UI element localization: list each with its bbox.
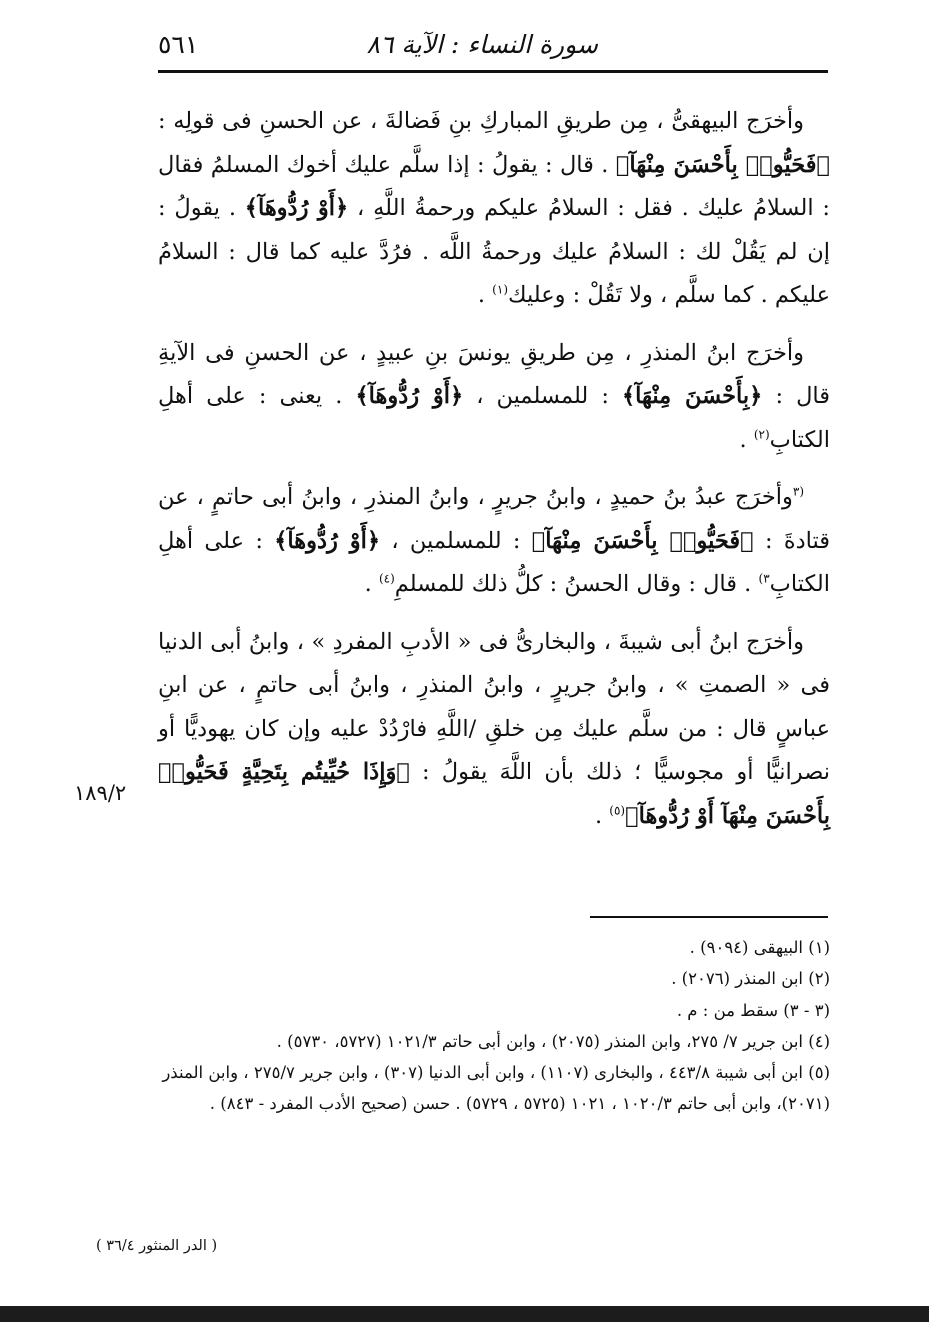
footnote-5: (٥) ابن أبى شيبة ٤٤٣/٨ ، والبخارى (١١٠٧) ، وابن أبى الدنيا (٣٠٧) ، وابن جرير ٢٧٥/٧ ، وابن المنذر (٢٠٧١)، وابن أبى حاتم ١٠٢٠/٣ ، ١٠٢١ (٥٧٢٥ ، ٥٧٢٩) . حسن (صحيح الأدب المفرد - ٨٤٣) . xyxy=(162,1063,830,1114)
paragraph-end: . xyxy=(364,571,372,597)
quran-quote: ﴿أَوْ رُدُّوهَآ﴾ xyxy=(244,195,349,221)
quran-quote: ﴿أَوْ رُدُّوهَآ﴾ xyxy=(274,527,381,554)
quran-quote: ﴿بِأَحْسَنَ مِنْهَآ﴾ xyxy=(621,383,763,409)
quran-quote: ﴿أَوْ رُدُّوهَآ﴾ xyxy=(355,383,464,409)
paragraph-2-text: : للمسلمين ، xyxy=(476,383,609,409)
footnote-separator xyxy=(590,916,828,918)
paragraph-end: . xyxy=(594,802,603,829)
paragraph-4-lead: وأخرَج ابنُ أبى شيبةَ ، والبخارىُّ فى « الأدبِ المفردِ » ، وابنُ أبى الدنيا فى « الصمتِ » ، وابنُ جريرٍ ، وابنُ المنذرِ ، وابنُ أبى حاتمٍ ، عن ابنِ عباسٍ قال : من سلَّم عليك مِن خلقِ /اللَّهِ فارْدُدْ عليه وإن كان يهوديًّا أو نصرانيًّا أو مجوسيًّا ؛ ذلك بأن اللَّهَ يقولُ : xyxy=(158,628,830,785)
header-rule xyxy=(158,70,828,73)
footnote-4: (٤) ابن جرير ٧/ ٢٧٥، وابن المنذر (٢٠٧٥) ، وابن أبى حاتم ١٠٢١/٣ (٥٧٢٧، ٥٧٣٠) . xyxy=(276,1031,830,1051)
scan-edge-bar xyxy=(0,1306,929,1322)
quran-quote: ﴿فَحَيُّوا۟ بِأَحْسَنَ مِنْهَآ﴾ xyxy=(531,527,754,554)
footnotes xyxy=(158,932,830,1120)
footnote-2: (٢) ابن المنذر (٢٠٧٦) . xyxy=(671,969,830,989)
footnote-1: (١) البيهقى (٩٠٩٤) . xyxy=(689,938,830,957)
footnote-marker[interactable]: (٥) xyxy=(609,803,626,817)
quran-quote: ﴿وَإِذَا حُيِّيتُم بِتَحِيَّةٍ فَحَيُّوا۟ بِأَحْسَنَ مِنْهَآ أَوْ رُدُّوهَآ﴾ xyxy=(158,759,830,829)
footnote-marker[interactable]: (٤) xyxy=(378,571,395,586)
paragraph-3 xyxy=(158,476,830,607)
page-number: ٥٦١ xyxy=(158,30,199,59)
paragraph-1-lead: وأخرَج البيهقىُّ ، مِن طريقِ المباركِ بنِ فَضالةَ ، عن الحسنِ فى قولِه : xyxy=(158,108,804,134)
paragraph-1 xyxy=(158,100,830,318)
running-title: سورة النساء : الآية ٨٦ xyxy=(366,30,598,59)
paragraph-3-text: : للمسلمين ، xyxy=(391,527,521,554)
omission-marker-start: (٣ xyxy=(792,484,804,499)
paragraph-3-text: . قال : وقال الحسنُ : كلُّ ذلك للمسلمِ xyxy=(394,571,752,597)
quran-quote: ﴿فَحَيُّوا۟ بِأَحْسَنَ مِنْهَآ﴾ xyxy=(615,151,830,178)
paragraph-4 xyxy=(158,621,830,839)
paragraph-1-text: . يقولُ : إن لم يَقُلْ لك : السلامُ عليك ورحمةُ اللَّه . فرُدَّ عليه كما قال : السلامُ عليكم . كما سلَّم ، ولا تَقُلْ : وعليك xyxy=(158,195,830,308)
paragraph-2-lead: وأخرَج ابنُ المنذرِ ، مِن طريقِ يونسَ بنِ عبيدٍ ، عن الحسنِ فى الآيةِ قال : xyxy=(158,339,831,409)
paragraph-end: . xyxy=(739,426,747,453)
footnote-marker[interactable]: (٢) xyxy=(753,427,770,441)
paragraph-2 xyxy=(158,332,830,463)
paragraph-3-lead: وأخرَج عبدُ بنُ حميدٍ ، وابنُ جريرٍ ، وابنُ المنذرِ ، وابنُ أبى حاتمٍ ، عن قتادةَ : xyxy=(158,484,831,554)
page-header xyxy=(158,22,828,66)
paragraph-2-text: . يعنى : على أهلِ الكتابِ xyxy=(158,383,830,453)
footnote-marker[interactable]: (١) xyxy=(492,282,508,297)
omission-marker-end: ٣) xyxy=(758,571,770,586)
source-label: ( الدر المنثور ٣٦/٤ ) xyxy=(96,1238,218,1254)
paragraph-3-text: : على أهلِ الكتابِ xyxy=(158,527,830,597)
footnote-3: (٣ - ٣) سقط من : م . xyxy=(676,1000,830,1020)
main-text xyxy=(158,100,830,852)
paragraph-1-text: . قال : يقولُ : إذا سلَّم عليك أخوك المسلمُ فقال : السلامُ عليك . فقل : السلامُ عليكم ورحمةُ اللَّهِ ، xyxy=(158,151,830,221)
paragraph-end: . xyxy=(477,282,486,308)
margin-reference: ١٨٩/٢ xyxy=(74,781,127,805)
